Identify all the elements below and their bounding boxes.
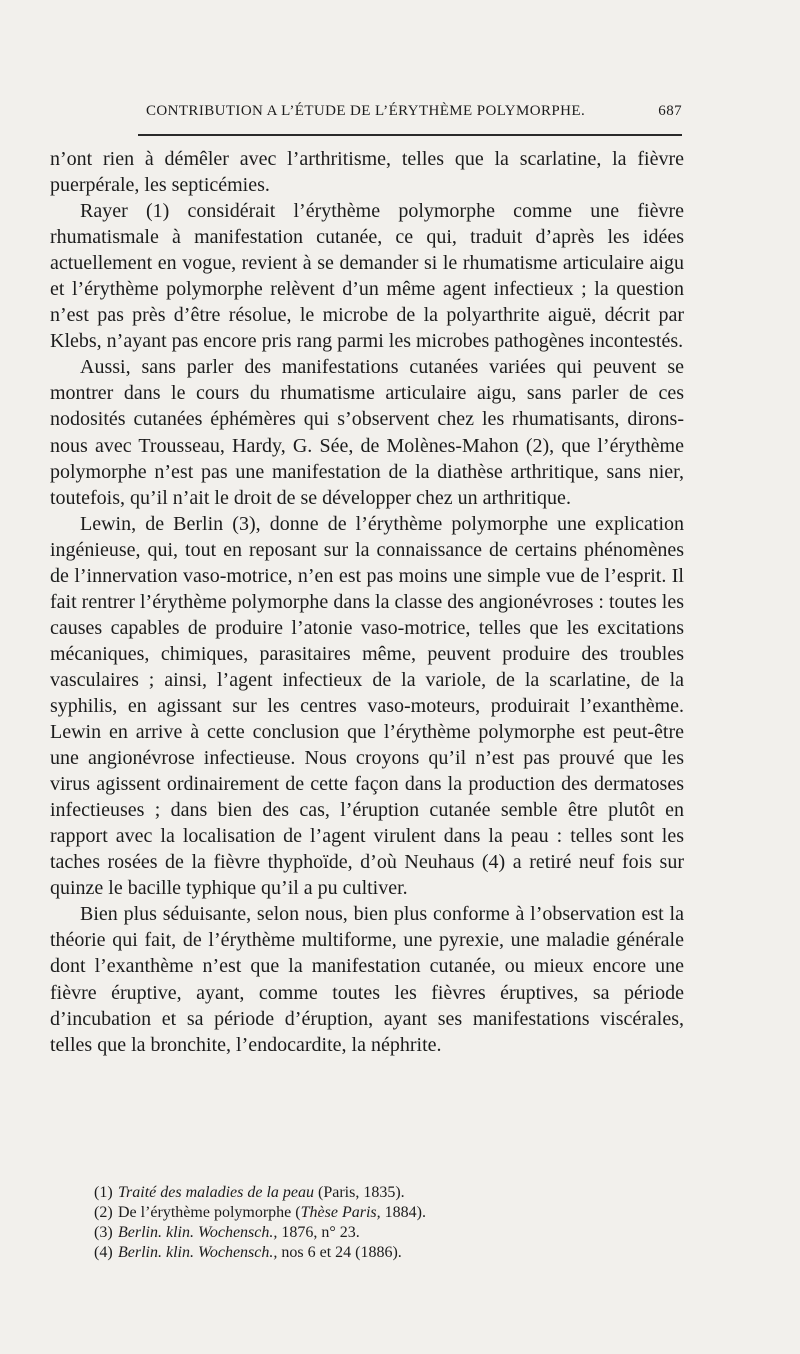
footnote-number: (4): [94, 1244, 113, 1261]
footnote-title: Berlin. klin. Wochensch.,: [118, 1224, 278, 1241]
paragraph-bien-plus: Bien plus séduisante, selon nous, bien plus conforme à l’observation est la théorie qui fait, de l’érythème multiforme, une pyrexie, une maladie générale dont l’exanthème n’est que la manifestation cutanée, ou mieux encore une fièvre éruptive, ayant, comme toutes les fièvres éruptives, sa période d’incubation et sa période d’éruption, ayant ses manifestations viscérales, telles que la bronchite, l’endocardite, la néphrite.: [50, 903, 684, 1056]
paragraph-rayer: Rayer (1) considérait l’érythème polymorphe comme une fièvre rhumatismale à manifestation cutanée, ce qui, traduit d’après les idées actuellement en vogue, revient à se demander si le rhumatisme articulaire aigu et l’érythème polymorphe relèvent d’un même agent infectieux ; la question n’est pas près d’être résolue, le microbe de la polyarthrite aiguë, décrit par Klebs, n’ayant pas encore pris rang parmi les microbes pathogènes incontestés.: [50, 200, 684, 353]
footnote: [94, 1203, 494, 1223]
footnote: [94, 1243, 494, 1263]
running-head-title: CONTRIBUTION A L’ÉTUDE DE L’ÉRYTHÈME POLYMORPHE.: [146, 103, 586, 119]
footnote-detail: (Paris, 1835).: [313, 1184, 405, 1201]
footnote-title: Thèse Paris,: [300, 1204, 381, 1221]
running-head: [146, 103, 682, 120]
paragraph-lewin: Lewin, de Berlin (3), donne de l’érythème polymorphe une explication ingénieuse, qui, tout en reposant sur la connaissance de certains phénomènes de l’innervation vaso-motrice, n’en est pas moins une simple vue de l’esprit. Il fait rentrer l’érythème polymorphe dans la classe des angionévroses : toutes les causes capables de produire l’atonie vaso-motrice, telles que les excitations mécaniques, chimiques, parasitaires même, peuvent produire des troubles vasculaires ; ainsi, l’agent infectieux de la variole, de la scarlatine, de la syphilis, en agissant sur les centres vaso-moteurs, produirait l’exanthème. Lewin en arrive à cette conclusion que l’érythème polymorphe est peut-être une angionévrose infectieuse. Nous croyons qu’il n’est pas prouvé que les virus agissent ordinairement de cette façon dans la production des dermatoses infectieuses ; dans bien des cas, l’éruption cutanée semble être plutôt en rapport avec la localisation de l’agent virulent dans la peau : telles sont les taches rosées de la fièvre thyphoïde, d’où Neuhaus (4) a retiré neuf fois sur quinze le bacille typhique qu’il a pu cultiver.: [50, 512, 684, 900]
header-rule: [138, 134, 682, 136]
footnote-prefix: De l’érythème polymorphe (: [118, 1204, 301, 1221]
footnote-detail: nos 6 et 24 (1886).: [277, 1244, 402, 1261]
footnote-number: (2): [94, 1204, 113, 1221]
footnote: [94, 1223, 494, 1243]
footnote-title: Berlin. klin. Wochensch.,: [118, 1244, 278, 1261]
footnote-number: (3): [94, 1224, 113, 1241]
page-number: 687: [658, 103, 682, 119]
footnote-detail: 1884).: [380, 1204, 426, 1221]
footnotes: [94, 1183, 494, 1263]
footnote-detail: 1876, n° 23.: [277, 1224, 360, 1241]
paragraph-continuation: n’ont rien à démêler avec l’arthritisme, telles que la scarlatine, la fièvre puerpérale, les septicémies.: [50, 148, 684, 197]
paragraph-aussi: Aussi, sans parler des manifestations cutanées variées qui peuvent se montrer dans le cours du rhumatisme articulaire aigu, sans parler de ces nodosités cutanées éphémères qui s’observent chez les rhumatisants, dirons-nous avec Trousseau, Hardy, G. Sée, de Molènes-Mahon (2), que l’érythème polymorphe n’est pas une manifestation de la diathèse arthritique, sans nier, toutefois, qu’il n’ait le droit de se développer chez un arthritique.: [50, 356, 684, 509]
footnote: [94, 1183, 494, 1203]
footnote-title: Traité des maladies de la peau: [118, 1184, 314, 1201]
footnote-number: (1): [94, 1184, 113, 1201]
body-text: [50, 146, 684, 1058]
